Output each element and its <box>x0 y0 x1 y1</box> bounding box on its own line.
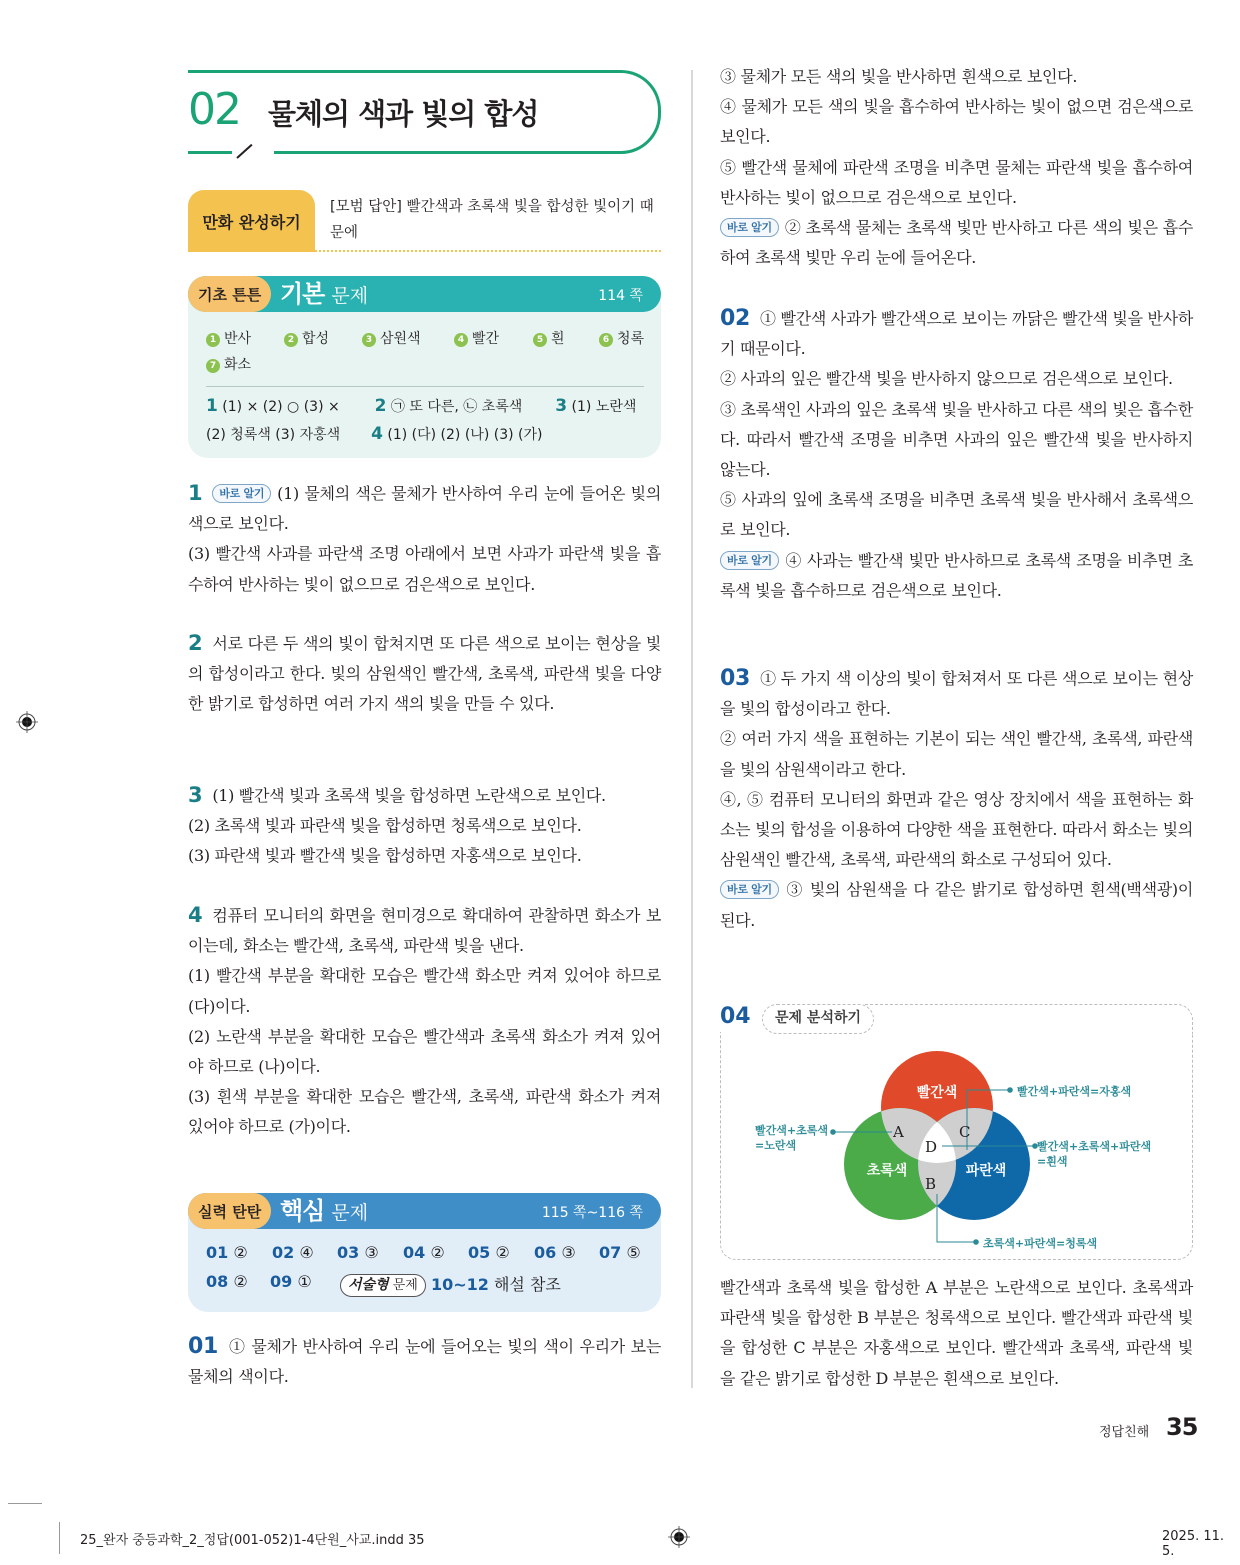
explanation-text: ② 초록색 물체는 초록색 빛만 반사하고 다른 색의 빛은 흡수하여 초록색 빛만 우리 눈에 들어온다. <box>720 218 1193 268</box>
core-tag: 실력 탄탄 <box>188 1193 271 1229</box>
question-number: 03 <box>720 666 751 691</box>
explanation-text: (1) 빨간색 부분을 확대한 모습은 빨간색 화소만 켜져 있어야 하므로 (다)이다. <box>188 966 661 1016</box>
answer-choice: ② <box>495 1243 510 1262</box>
keyword-text: 반사 <box>224 331 252 347</box>
explanation-core-04: 빨간색과 초록색 빛을 합성한 A 부분은 노란색으로 보인다. 초록색과 파란색 빛을 합성한 B 부분은 청록색으로 보인다. 빨간색과 파란색 빛을 합성한 C 부분은 자홍색으로 보인다. 빨간색과 초록색, 파란색 빛을 같은 밝기로 합성한 D 부분은 흰색으로 보인다. <box>720 1278 1193 1388</box>
explanation-text: ④ 사과는 빨간색 빛만 반사하므로 초록색 조명을 비추면 초록색 빛을 흡수하므로 검은색으로 보인다. <box>720 550 1193 600</box>
explanation-3 <box>188 780 661 872</box>
basic-page-ref: 114 쪽 <box>598 288 643 304</box>
explanation-text: 서로 다른 두 색의 빛이 합쳐지면 또 다른 색으로 보이는 현상을 빛의 합성이라고 한다. 빛의 삼원색인 빨간색, 초록색, 파란색 빛을 다양한 밝기로 합성하면 여러 가지 색의 빛을 만들 수 있다. <box>188 634 661 714</box>
core-answer-item <box>403 1243 445 1262</box>
answer-number: 03 <box>337 1243 360 1262</box>
question-number: 2 <box>188 631 203 655</box>
answer-choice: ① <box>297 1272 312 1291</box>
answer-item <box>555 396 637 416</box>
red-circle-label: 빨간색 <box>916 1085 958 1101</box>
keyword-item <box>533 328 565 348</box>
answer-item <box>374 396 523 416</box>
registration-mark-icon <box>15 710 39 734</box>
answer-text: (1) (다) (2) (나) (3) (가) <box>387 427 543 443</box>
keyword-item <box>599 328 644 348</box>
core-answer-item <box>270 1272 312 1291</box>
slug-date: 2025. 11. 5. <box>1162 1529 1225 1559</box>
answer-choice: ② <box>233 1243 248 1262</box>
explanation-core-02 <box>720 304 1193 606</box>
explanation-text: (1) 물체의 색은 물체가 반사하여 우리 눈에 들어온 빛의 색으로 보인다. <box>188 484 661 534</box>
number-circle-icon: 1 <box>206 333 220 347</box>
section-number: 02 <box>188 84 240 135</box>
explanation-text: (2) 노란색 부분을 확대한 모습은 빨간색과 초록색 화소가 켜져 있어야 하므로 (나)이다. <box>188 1026 661 1077</box>
answer-number: 01 <box>206 1243 229 1262</box>
callout-c: 빨간색+파란색=자홍색 <box>1017 1085 1132 1098</box>
keyword-item <box>206 354 251 374</box>
explanation-text: 컴퓨터 모니터의 화면을 현미경으로 확대하여 관찰하면 화소가 보이는데, 화소는 빨간색, 초록색, 파란색 빛을 낸다. <box>188 906 661 956</box>
explanation-text: (3) 빨간색 사과를 파란색 조명 아래에서 보면 사과가 파란색 빛을 흡수하여 반사하는 빛이 없으므로 검은색으로 보인다. <box>188 544 661 594</box>
explanation-core-01-start <box>188 1332 661 1392</box>
explanation-text: ① 두 가지 색 이상의 빛이 합쳐져서 또 다른 색으로 보이는 현상을 빛의 합성이라고 한다. <box>720 669 1193 719</box>
comic-tag: 만화 완성하기 <box>188 190 315 252</box>
essay-range: 10~12 <box>430 1275 489 1294</box>
page-number: 35 <box>1166 1413 1198 1441</box>
answer-choice: ② <box>430 1243 445 1262</box>
quick-check-badge: 바로 알기 <box>720 880 779 899</box>
basic-title-bold: 기본 <box>280 280 325 308</box>
answer-number: 07 <box>599 1243 622 1262</box>
explanation-text: ④ 물체가 모든 색의 빛을 흡수하여 반사하는 빛이 없으면 검은색으로 보인다. <box>720 97 1193 147</box>
answer-number: 2 <box>374 396 387 416</box>
question-number: 01 <box>188 1334 219 1359</box>
answer-choice: ③ <box>561 1243 576 1262</box>
answer-number: 04 <box>403 1243 426 1262</box>
region-a-label: A <box>893 1123 904 1141</box>
explanation-text: (1) 빨간색 빛과 초록색 빛을 합성하면 노란색으로 보인다. <box>212 786 606 805</box>
answer-choice: ⑤ <box>626 1243 641 1262</box>
number-circle-icon: 5 <box>533 333 547 347</box>
basic-answer-line-2 <box>206 424 542 444</box>
question-number: 4 <box>188 903 203 927</box>
basic-answer-line-1 <box>206 396 636 416</box>
answer-number: 02 <box>272 1243 295 1262</box>
core-title-bold: 핵심 <box>280 1197 325 1225</box>
answer-item <box>206 396 340 416</box>
core-answer-item <box>206 1272 248 1291</box>
core-answer-item <box>468 1243 510 1262</box>
registration-mark-icon <box>667 1525 691 1549</box>
callout-a-line1: 빨간색+초록색 <box>755 1124 828 1137</box>
number-circle-icon: 3 <box>362 333 376 347</box>
number-circle-icon: 6 <box>599 333 613 347</box>
explanation-core-01-cont <box>720 62 1193 273</box>
keyword-text: 빨간 <box>472 331 500 347</box>
green-circle-label: 초록색 <box>866 1163 908 1179</box>
core-answer-row-1 <box>206 1243 646 1267</box>
core-answer-row-2 <box>206 1272 646 1296</box>
core-answer-item <box>272 1243 314 1262</box>
number-circle-icon: 7 <box>206 359 220 373</box>
core-problems-header <box>188 1193 661 1229</box>
answer-choice: ③ <box>364 1243 379 1262</box>
region-c-label: C <box>959 1123 971 1141</box>
answer-choice: ④ <box>299 1243 314 1262</box>
essay-note-text: 해설 참조 <box>493 1275 561 1294</box>
crop-mark <box>59 1522 60 1554</box>
core-answer-item <box>206 1243 248 1262</box>
basic-problems-header <box>188 276 661 312</box>
answer-number: 06 <box>534 1243 557 1262</box>
basic-tag: 기초 튼튼 <box>188 276 271 312</box>
keyword-text: 화소 <box>224 357 252 373</box>
explanation-text: ③ 빛의 삼원색을 다 같은 밝기로 합성하면 흰색(백색광)이 된다. <box>720 880 1193 930</box>
answer-number: 09 <box>270 1272 293 1291</box>
callout-a <box>755 1123 828 1153</box>
answer-number: 08 <box>206 1272 229 1291</box>
core-problems-box <box>188 1193 661 1312</box>
essay-note <box>340 1272 561 1297</box>
answer-number: 05 <box>468 1243 491 1262</box>
keyword-text: 흰 <box>551 331 565 347</box>
section-title: 물체의 색과 빛의 합성 <box>268 97 539 131</box>
keyword-item <box>454 328 499 348</box>
callout-a-line2: =노란색 <box>755 1139 797 1152</box>
basic-title <box>280 280 368 310</box>
explanation-text: (3) 파란색 빛과 빨간색 빛을 합성하면 자홍색으로 보인다. <box>188 846 582 866</box>
answer-number: 4 <box>371 424 383 444</box>
comic-model-answer: [모범 답안] 빨간색과 초록색 빛을 합성한 빛이기 때문에 <box>330 199 654 241</box>
basic-problems-box <box>188 276 661 458</box>
keyword-text: 합성 <box>302 331 330 347</box>
column-divider <box>691 70 693 1388</box>
question-number: 04 <box>720 1004 751 1029</box>
keyword-item <box>206 328 251 348</box>
core-answer-item <box>337 1243 379 1262</box>
region-b-label: B <box>925 1175 937 1193</box>
core-page-ref: 115 쪽~116 쪽 <box>541 1205 643 1221</box>
explanation-text: (3) 흰색 부분을 확대한 모습은 빨간색, 초록색, 파란색 화소가 켜져 있어야 하므로 (가)이다. <box>188 1087 661 1137</box>
callout-d <box>1037 1139 1151 1169</box>
question-number: 1 <box>188 481 203 505</box>
explanation-text: ④, ⑤ 컴퓨터 모니터의 화면과 같은 영상 장치에서 색을 표현하는 화소는 빛의 합성을 이용하여 다양한 색을 표현한다. 따라서 화소는 빛의 삼원색인 빨간색, 초록색, 파란색의 화소로 구성되어 있다. <box>720 789 1193 870</box>
problem-analysis-label: 문제 분석하기 <box>762 1004 874 1034</box>
callout-d-line1: 빨간색+초록색+파란색 <box>1037 1140 1152 1153</box>
answer-choice: ② <box>233 1272 248 1291</box>
keyword-item <box>284 328 329 348</box>
explanation-text: ⑤ 빨간색 물체에 파란색 조명을 비추면 물체는 파란색 빛을 흡수하여 반사하는 빛이 없으므로 검은색으로 보인다. <box>720 157 1193 207</box>
venn-analysis-box <box>720 1002 1193 1260</box>
answer-text: (1) × (2) ○ (3) × <box>222 399 340 415</box>
left-column <box>188 70 661 1387</box>
essay-badge-light: 문제 <box>392 1278 418 1293</box>
number-circle-icon: 4 <box>454 333 468 347</box>
callout-b: 초록색+파란색=청록색 <box>983 1237 1098 1250</box>
explanation-text: ② 사과의 잎은 빨간색 빛을 반사하지 않으므로 검은색으로 보인다. <box>720 369 1173 389</box>
quick-check-badge: 바로 알기 <box>212 484 271 503</box>
quick-check-badge: 바로 알기 <box>720 551 779 570</box>
basic-divider <box>206 386 644 387</box>
keyword-text: 청록 <box>617 331 645 347</box>
core-title-light: 문제 <box>331 1202 369 1224</box>
essay-badge <box>340 1274 426 1297</box>
explanation-text: ⑤ 사과의 잎에 초록색 조명을 비추면 초록색 빛을 반사해서 초록색으로 보인다. <box>720 490 1193 540</box>
explanation-text: ② 여러 가지 색을 표현하는 기본이 되는 색인 빨간색, 초록색, 파란색을 빛의 삼원색이라고 한다. <box>720 729 1193 779</box>
explanation-1 <box>188 478 661 600</box>
core-answer-item <box>599 1243 641 1262</box>
answer-number: 1 <box>206 396 218 416</box>
answer-item <box>371 424 543 444</box>
question-number: 3 <box>188 783 203 807</box>
region-d-label: D <box>925 1138 938 1156</box>
answer-text: ㉠ 또 다른, ㉡ 초록색 <box>390 399 523 415</box>
explanation-text: ① 물체가 반사하여 우리 눈에 들어오는 빛의 색이 우리가 보는 물체의 색이다. <box>188 1337 661 1387</box>
basic-title-light: 문제 <box>331 285 369 307</box>
question-number: 02 <box>720 306 751 331</box>
section-title-box <box>188 70 661 154</box>
crop-mark <box>8 1503 42 1504</box>
number-circle-icon: 2 <box>284 333 298 347</box>
slug-filename: 25_완자 중등과학_2_정답(001-052)1-4단원_사교.indd 35 <box>80 1533 425 1548</box>
quick-check-badge: 바로 알기 <box>720 218 779 237</box>
footer-label: 정답친해 <box>1099 1425 1150 1440</box>
answer-text: (2) 청록색 (3) 자홍색 <box>206 427 341 443</box>
comic-completion-box <box>188 190 661 252</box>
explanation-text: ③ 초록색인 사과의 잎은 초록색 빛을 반사하고 다른 색의 빛은 흡수한다. 따라서 빨간색 조명을 비추면 사과의 잎은 빨간색 빛을 반사하지 않는다. <box>720 399 1193 480</box>
explanation-4 <box>188 900 661 1143</box>
explanation-text: ③ 물체가 모든 색의 빛을 반사하면 흰색으로 보인다. <box>720 67 1078 86</box>
explanation-text: ① 빨간색 사과가 빨간색으로 보이는 까닭은 빨간색 빛을 반사하기 때문이다. <box>720 309 1193 359</box>
explanation-text: (2) 초록색 빛과 파란색 빛을 합성하면 청록색으로 보인다. <box>188 816 582 836</box>
keyword-item <box>362 328 421 348</box>
dotted-divider <box>315 250 661 252</box>
explanation-core-03 <box>720 664 1193 936</box>
explanation-2 <box>188 628 661 720</box>
answer-text: (1) 노란색 <box>571 399 637 415</box>
answer-number: 3 <box>555 396 568 416</box>
blue-circle-label: 파란색 <box>965 1163 1007 1179</box>
core-answer-item <box>534 1243 576 1262</box>
essay-badge-bold: 서술형 <box>348 1277 389 1293</box>
callout-d-line2: =흰색 <box>1037 1155 1068 1168</box>
keyword-text: 삼원색 <box>380 331 421 347</box>
core-title <box>280 1197 368 1227</box>
